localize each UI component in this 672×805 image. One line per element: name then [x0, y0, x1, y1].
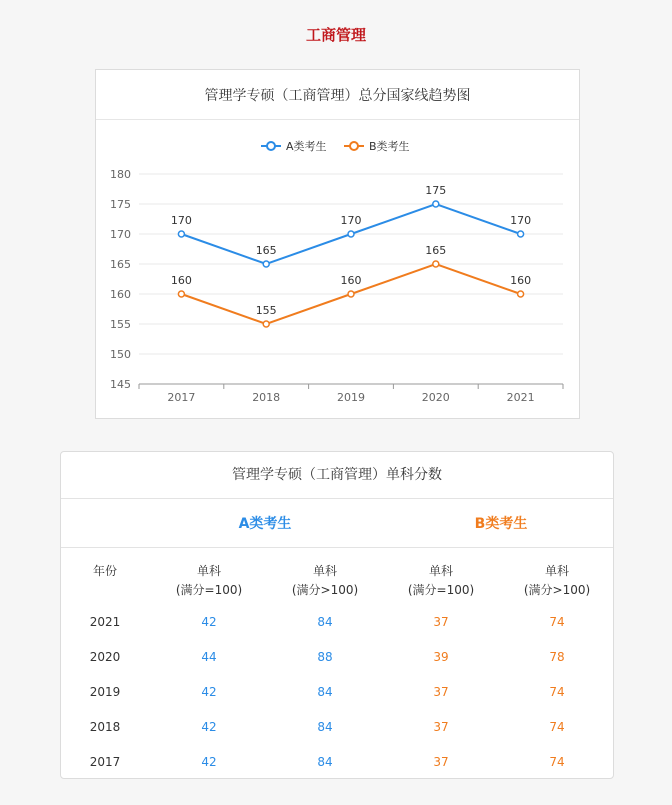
trend-chart-card [95, 69, 580, 419]
header-line1: 单科 [428, 564, 453, 578]
data-label: 170 [170, 214, 192, 227]
data-point [178, 291, 184, 297]
cell-b1: 37 [433, 755, 449, 769]
y-tick-label: 160 [110, 288, 131, 301]
y-tick-label: 155 [110, 318, 131, 331]
cell-b2: 78 [549, 650, 565, 664]
cell-year: 2019 [89, 685, 121, 699]
cell-b1: 37 [433, 685, 449, 699]
cell-year: 2017 [89, 755, 121, 769]
data-point [518, 231, 524, 237]
data-point [178, 231, 184, 237]
data-point [263, 261, 269, 267]
score-table-card [60, 451, 614, 779]
data-label: 170 [510, 214, 532, 227]
y-tick-label: 145 [110, 378, 131, 391]
header-line2: (满分>100) [523, 583, 591, 597]
data-label: 175 [425, 184, 447, 197]
legend-label: A类考生 [286, 140, 327, 153]
cell-b2: 74 [549, 685, 565, 699]
legend-label: B类考生 [369, 140, 410, 153]
column-header-row [61, 556, 615, 606]
header-a-single-100 [159, 562, 259, 600]
cell-a2: 84 [317, 755, 333, 769]
page-title: 工商管理 [305, 26, 366, 44]
group-b-label: B类考生 [474, 516, 528, 532]
header-line2: (满分=100) [407, 583, 475, 597]
y-tick-label: 165 [110, 258, 131, 271]
header-b-single-100 [391, 562, 491, 600]
cell-b2: 74 [549, 755, 565, 769]
group-a-label: A类考生 [238, 516, 292, 532]
data-label: 160 [510, 274, 532, 287]
x-tick-label: 2021 [506, 391, 535, 404]
data-point [433, 201, 439, 207]
cell-year: 2020 [89, 650, 121, 664]
header-line1: 单科 [544, 564, 569, 578]
data-label: 165 [425, 244, 447, 257]
x-tick-label: 2019 [337, 391, 365, 404]
cell-a1: 44 [201, 650, 217, 664]
header-line2: (满分=100) [175, 583, 243, 597]
chart-title: 管理学专硕（工商管理）总分国家线趋势图 [96, 70, 579, 120]
group-header-row [61, 499, 613, 548]
cell-a1: 42 [201, 720, 217, 734]
cell-a2: 84 [317, 615, 333, 629]
data-label: 165 [255, 244, 277, 257]
x-tick-label: 2018 [252, 391, 281, 404]
header-line2: (满分>100) [291, 583, 359, 597]
y-tick-label: 180 [110, 168, 131, 181]
cell-a2: 88 [317, 650, 333, 664]
line-chart [96, 70, 581, 420]
data-label: 160 [170, 274, 192, 287]
header-year-label: 年份 [92, 564, 117, 578]
cell-b1: 39 [433, 650, 449, 664]
header-year [75, 562, 135, 581]
data-point [433, 261, 439, 267]
cell-year: 2018 [89, 720, 121, 734]
data-point [348, 291, 354, 297]
data-label: 170 [340, 214, 362, 227]
cell-year: 2021 [89, 615, 121, 629]
data-label: 155 [255, 304, 277, 317]
y-tick-label: 175 [110, 198, 131, 211]
cell-a2: 84 [317, 720, 333, 734]
legend-marker [267, 142, 275, 150]
cell-b2: 74 [549, 615, 565, 629]
cell-b1: 37 [433, 615, 449, 629]
data-point [263, 321, 269, 327]
data-label: 160 [340, 274, 362, 287]
data-point [348, 231, 354, 237]
y-tick-label: 170 [110, 228, 131, 241]
header-b-single-over100 [507, 562, 607, 600]
header-a-single-over100 [275, 562, 375, 600]
legend-marker [350, 142, 358, 150]
header-line1: 单科 [196, 564, 221, 578]
cell-b1: 37 [433, 720, 449, 734]
cell-a1: 42 [201, 615, 217, 629]
x-tick-label: 2020 [421, 391, 450, 404]
cell-a2: 84 [317, 685, 333, 699]
header-line1: 单科 [312, 564, 337, 578]
cell-a1: 42 [201, 755, 217, 769]
cell-a1: 42 [201, 685, 217, 699]
cell-b2: 74 [549, 720, 565, 734]
table-title: 管理学专硕（工商管理）单科分数 [61, 452, 613, 499]
x-tick-label: 2017 [167, 391, 196, 404]
y-tick-label: 150 [110, 348, 131, 361]
data-point [518, 291, 524, 297]
